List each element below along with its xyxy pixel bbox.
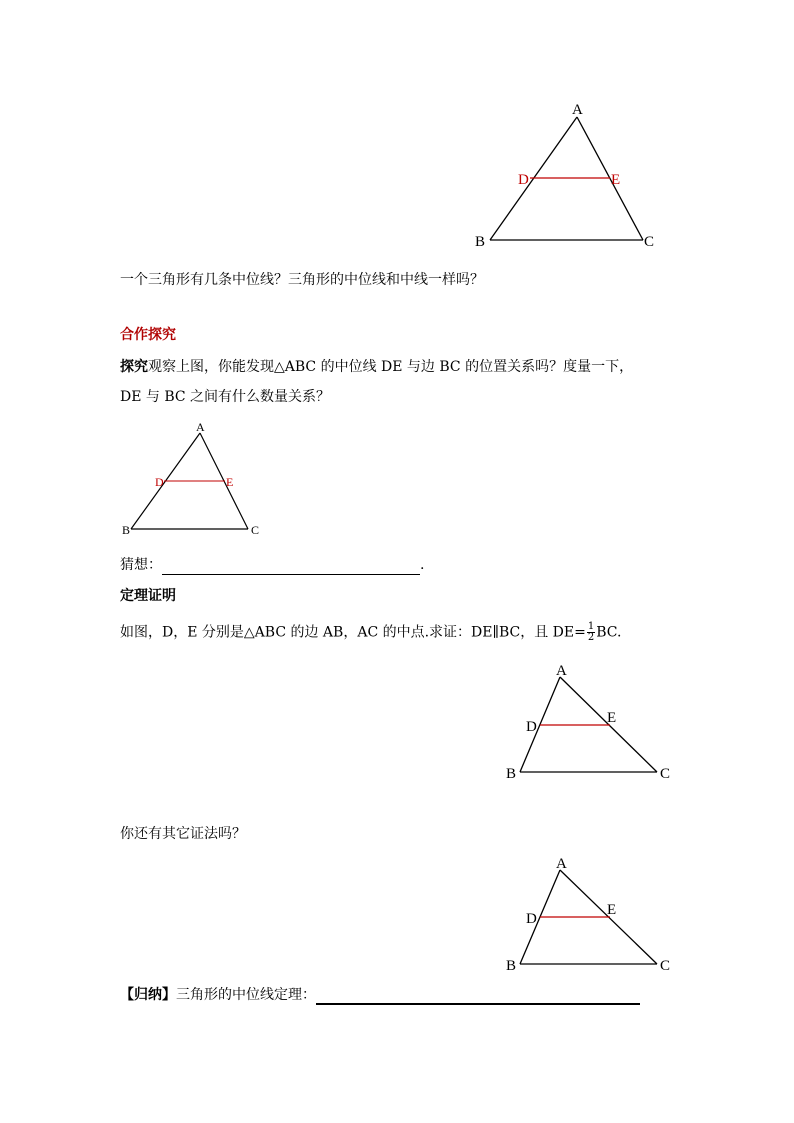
other-proof-question: 你还有其它证法吗？ (120, 826, 246, 842)
midpoint-e-label: E (607, 902, 617, 918)
vertex-c-label: C (251, 523, 260, 537)
midpoint-e-label: E (611, 172, 621, 188)
summary-answer-blank[interactable] (316, 987, 640, 1005)
midpoint-d-label: D (155, 475, 164, 489)
vertex-b-label: B (506, 958, 517, 974)
fraction-denominator: 2 (587, 632, 595, 643)
vertex-a-label: A (572, 102, 583, 118)
midpoint-e-label: E (226, 475, 234, 489)
statement-after: BC. (596, 624, 622, 641)
theorem-proof-heading: 定理证明 (120, 588, 176, 604)
vertex-b-label: B (122, 523, 131, 537)
question-midline-count: 一个三角形有几条中位线？三角形的中位线和中线一样吗？ (120, 272, 484, 288)
triangle-figure-2 (115, 418, 275, 543)
midpoint-d-label: D (518, 172, 529, 188)
guess-end: . (420, 557, 425, 573)
theorem-statement (120, 622, 621, 643)
explore-label: 探究 (120, 359, 148, 375)
explore-text-line1: 观察上图，你能发现△ABC 的中位线 DE 与边 BC 的位置关系吗？度量一下， (148, 359, 634, 375)
one-half-fraction (587, 622, 595, 643)
vertex-c-label: C (660, 766, 671, 782)
midpoint-e-label: E (607, 710, 617, 726)
guess-answer-blank[interactable] (162, 558, 420, 575)
guess-line (120, 555, 424, 575)
fraction-numerator: 1 (587, 621, 595, 632)
summary-text: 三角形的中位线定理： (176, 987, 316, 1003)
summary-line (120, 985, 640, 1005)
vertex-b-label: B (506, 766, 517, 782)
vertex-b-label: B (475, 234, 486, 250)
vertex-a-label: A (556, 663, 567, 679)
triangle-figure-4 (500, 848, 680, 976)
vertex-a-label: A (196, 420, 205, 434)
triangle-figure-1 (470, 95, 670, 255)
vertex-c-label: C (660, 958, 671, 974)
section-heading-cooperate: 合作探究 (120, 327, 176, 343)
triangle-figure-3 (500, 655, 680, 785)
explore-paragraph-line1 (120, 357, 633, 377)
explore-paragraph-line2: DE 与 BC 之间有什么数量关系？ (120, 389, 331, 405)
statement-before: 如图，D，E 分别是△ABC 的边 AB，AC 的中点.求证：DE∥BC，且 DE= (120, 624, 586, 641)
vertex-c-label: C (644, 234, 655, 250)
vertex-a-label: A (556, 856, 567, 872)
summary-label: 【归纳】 (120, 987, 176, 1003)
midpoint-d-label: D (526, 911, 537, 927)
midpoint-d-label: D (526, 719, 537, 735)
guess-label: 猜想： (120, 557, 162, 573)
